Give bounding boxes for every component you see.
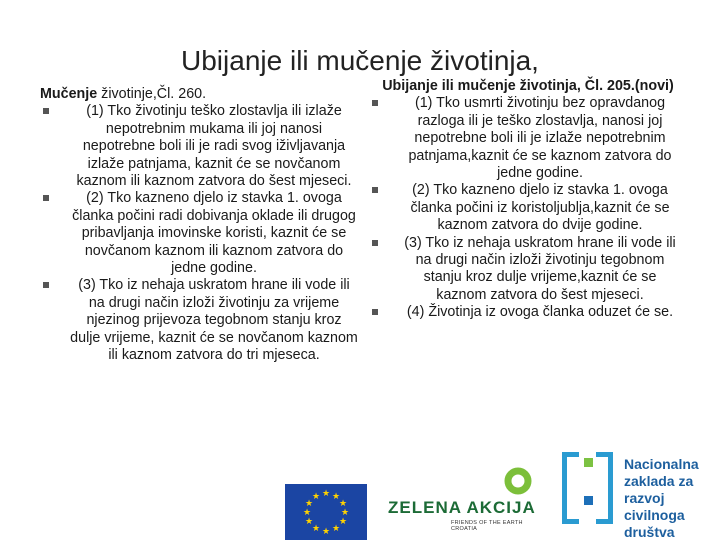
- right-heading: Ubijanje ili mučenje životinja, Čl. 205.(novi): [382, 78, 674, 94]
- left-heading-bold: Mučenje: [40, 86, 98, 102]
- zelena-akcija-name: ZELENA AKCIJA: [388, 498, 536, 517]
- list-item-text: (1) Tko usmrti životinju bez opravdanog razloga ili je teško zlostavlja, nanosi joj nepotrebne boli ili je izlaže nepotrebnim patnjama,kaznit će se kaznom zatvora do jedne godine.: [408, 95, 672, 182]
- nacionalna-zaklada-line: civilnoga: [624, 507, 685, 523]
- left-heading: [40, 86, 358, 103]
- right-list: [370, 95, 680, 321]
- nacionalna-zaklada-line: Nacionalna: [624, 456, 699, 472]
- square-bullet-icon: [372, 100, 378, 106]
- nacionalna-zaklada-line: razvoj: [624, 490, 665, 506]
- slide-title: Ubijanje ili mučenje životinja,: [181, 45, 539, 76]
- zelena-akcija-tagline: FRIENDS OF THE EARTH CROATIA: [451, 520, 523, 532]
- list-item: [370, 182, 680, 234]
- list-item-text: (4) Životinja iz ovoga članka oduzet će se.: [406, 304, 674, 321]
- list-item-text: (1) Tko životinju teško zlostavlja ili izlaže nepotrebnim mukama ili joj nanosi nepotrebne boli ili je radi svog iživljavanja izlaže patnjama, kaznit će se novčanom kaznom ili kaznom zatvora do šest mjeseci.: [76, 103, 352, 190]
- nacionalna-zaklada-dot-green-icon: [584, 458, 593, 467]
- list-item: [370, 304, 680, 321]
- nacionalna-zaklada-bracket-right-icon: [596, 452, 613, 524]
- square-bullet-icon: [43, 282, 49, 288]
- left-list: [40, 103, 358, 364]
- eu-flag-icon: ★ ★ ★ ★ ★ ★ ★ ★ ★ ★ ★ ★: [285, 484, 367, 540]
- list-item: [370, 95, 680, 182]
- list-item-text: (3) Tko iz nehaja uskratom hrane ili vode ili na drugi način izloži životinju tegobnom stanju kroz dulje vrijeme,kaznit će se kaznom zatvora do šest mjeseci.: [404, 234, 676, 303]
- square-bullet-icon: [43, 108, 49, 114]
- list-item: [40, 103, 358, 190]
- square-bullet-icon: [372, 240, 378, 246]
- zelena-akcija-emblem-icon: [388, 462, 548, 502]
- list-item-text: (2) Tko kazneno djelo iz stavka 1. ovoga članka počini iz koristoljublja,kaznit će se kaznom zatvora do dvije godine.: [410, 182, 670, 234]
- left-heading-rest: životinje,Čl. 260.: [97, 86, 207, 102]
- left-column: [40, 86, 358, 365]
- list-item: [40, 190, 358, 277]
- square-bullet-icon: [43, 195, 49, 201]
- zelena-akcija-logo: [388, 462, 548, 540]
- square-bullet-icon: [372, 187, 378, 193]
- list-item-text: (2) Tko kazneno djelo iz stavka 1. ovoga članka počini radi dobivanja oklade ili drugog pribavljanja imovinske koristi, kaznit će se novčanom kaznom ili kaznom zatvora do jedne godine.: [72, 190, 356, 277]
- list-item-text: (3) Tko iz nehaja uskratom hrane ili vode ili na drugi način izloži životinju za vrijeme njezinog prijevoza tegobnom stanju kroz dulje vrijeme, kaznit će se novčanom kaznom ili kaznom zatvora do tri mjeseca.: [70, 277, 358, 364]
- nacionalna-zaklada-bracket-left-icon: [562, 452, 579, 524]
- nacionalna-zaklada-name: [624, 456, 720, 541]
- nacionalna-zaklada-dot-blue-icon: [584, 496, 593, 505]
- list-item: [370, 235, 680, 305]
- nacionalna-zaklada-line: zaklada za: [624, 473, 694, 489]
- right-column: [370, 78, 680, 322]
- nacionalna-zaklada-line: društva: [624, 524, 675, 540]
- list-item: [40, 277, 358, 364]
- square-bullet-icon: [372, 309, 378, 315]
